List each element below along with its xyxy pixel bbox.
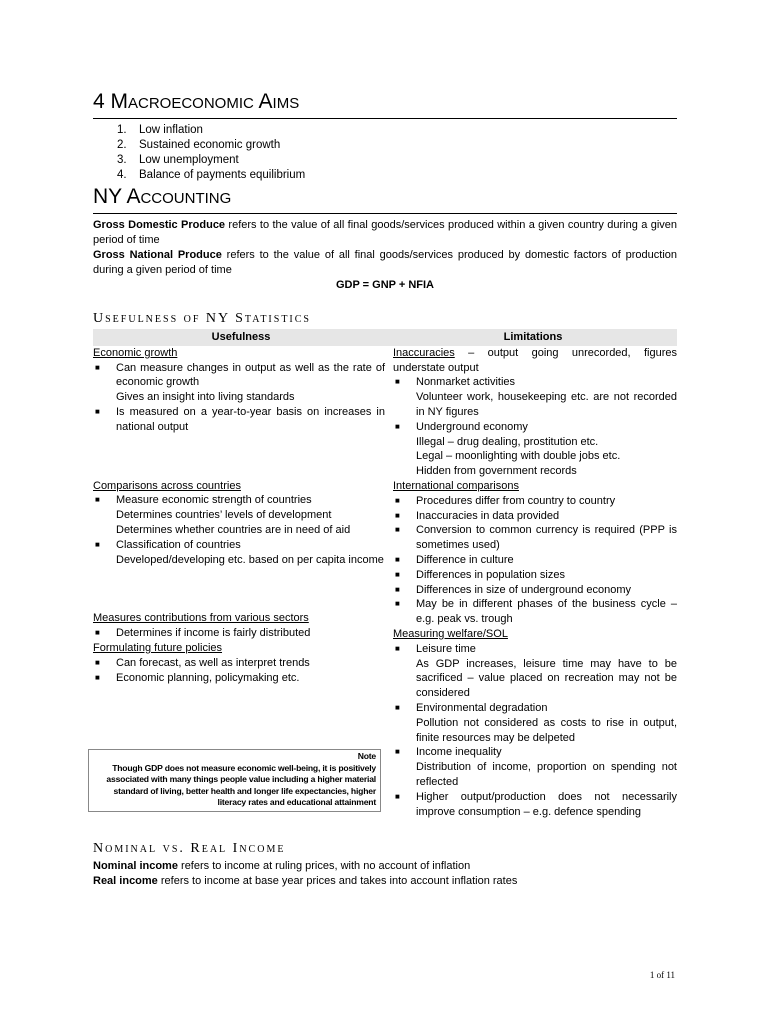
usefulness-column-header: Usefulness (93, 329, 389, 346)
nominal-income-definition: Nominal income refers to income at ruling prices, with no account of inflation (93, 860, 471, 873)
limitations-column (389, 346, 677, 820)
list-item: ■ Conversion to common currency is required (PPP is sometimes used) (395, 524, 677, 552)
list-item: ■ Measure economic strength of countries (95, 494, 312, 507)
sub-item: Distribution of income, proportion on spending not reflected (416, 761, 677, 788)
list-item: ■ Procedures differ from country to country (395, 494, 616, 507)
list-item: ■ Differences in population sizes (395, 568, 565, 581)
sub-item: Legal – moonlighting with double jobs etc. (416, 450, 621, 463)
page-number: 1 of 11 (649, 970, 675, 980)
list-item: 2. Sustained economic growth (117, 139, 281, 151)
list-item: 3. Low unemployment (117, 154, 239, 166)
list-item: ■ Leisure time (395, 642, 476, 655)
list-item: ■ Differences in size of underground economy (395, 583, 632, 596)
gnp-definition: Gross National Produce refers to the value of all final goods/services produced by domestic factors of production during a given period of time (93, 249, 677, 276)
note-text: Though GDP does not measure economic well-being, it is positively associated with many things people value including a higher material standard of living, better health and longer life expectancies, higher literacy rates and educational attainment (106, 762, 376, 808)
list-item: ■ Higher output/production does not necessarily improve consumption – e.g. defence spending (395, 790, 677, 818)
sub-item: Pollution not considered as costs to rise in output, finite resources may be delpeted (416, 716, 677, 744)
category-title: Formulating future policies (93, 641, 223, 654)
sub-item: Illegal – drug dealing, prostitution etc. (416, 435, 599, 448)
list-item: ■ Underground economy (395, 420, 528, 433)
gdp-definition: Gross Domestic Produce refers to the value of all final goods/services produced within a given country during a given period of time (93, 219, 677, 246)
list-item: ■ Economic planning, policymaking etc. (95, 671, 300, 684)
sub-item: Hidden from government records (416, 465, 577, 478)
category-title: Economic growth (93, 346, 178, 359)
list-item: ■ Environmental degradation (395, 701, 548, 714)
ny-accounting-heading: NY Accounting (93, 183, 677, 214)
list-item: ■ Nonmarket activities (395, 376, 516, 389)
list-item: ■ Can forecast, as well as interpret trends (95, 656, 310, 669)
category-title: International comparisons (393, 479, 519, 492)
usefulness-heading: Usefulness of NY Statistics (93, 311, 311, 326)
note-box (88, 749, 381, 812)
sub-item: Determines countries’ levels of development (116, 509, 332, 522)
list-item: ■ Is measured on a year-to-year basis on increases in national output (95, 405, 385, 433)
category-title: Comparisons across countries (93, 479, 241, 492)
sub-item: As GDP increases, leisure time may have to be sacrificed – value placed on recreation may not be considered (416, 657, 677, 700)
sub-item: Volunteer work, housekeeping etc. are not recorded in NY figures (416, 391, 677, 418)
sub-item: Determines whether countries are in need of aid (116, 523, 351, 536)
category-title: Measuring welfare/SOL (393, 627, 508, 640)
list-item: 1. Low inflation (117, 124, 203, 136)
gdp-formula: GDP = GNP + NFIA (335, 279, 434, 291)
limitations-column-header: Limitations (389, 329, 677, 346)
aims-heading: 4 Macroeconomic Aims (93, 88, 677, 119)
sub-item: Developed/developing etc. based on per capita income (116, 553, 384, 566)
note-title: Note (357, 751, 376, 762)
inaccuracies-line: Inaccuracies – output going unrecorded, figures understate output (393, 346, 677, 374)
category-title: Measures contributions from various sectors (93, 612, 309, 625)
document-page (93, 88, 677, 889)
usefulness-column (93, 346, 389, 820)
usefulness-table (93, 329, 677, 819)
list-item: ■ Difference in culture (395, 553, 514, 566)
list-item: ■ Can measure changes in output as well as the rate of economic growth (95, 361, 385, 389)
list-item: ■ Inaccuracies in data provided (395, 509, 560, 522)
sub-item: Gives an insight into living standards (116, 391, 295, 404)
real-income-definition: Real income refers to income at base year prices and takes into account inflation rates (93, 875, 518, 888)
list-item: ■ Income inequality (395, 746, 502, 759)
list-item: ■ Determines if income is fairly distributed (95, 627, 311, 640)
aims-list (93, 123, 677, 183)
list-item: ■ Classification of countries (95, 538, 241, 551)
income-heading: Nominal vs. Real Income (93, 841, 286, 857)
list-item: 4. Balance of payments equilibrium (117, 169, 306, 181)
list-item: ■ May be in different phases of the business cycle – e.g. peak vs. trough (395, 598, 677, 626)
